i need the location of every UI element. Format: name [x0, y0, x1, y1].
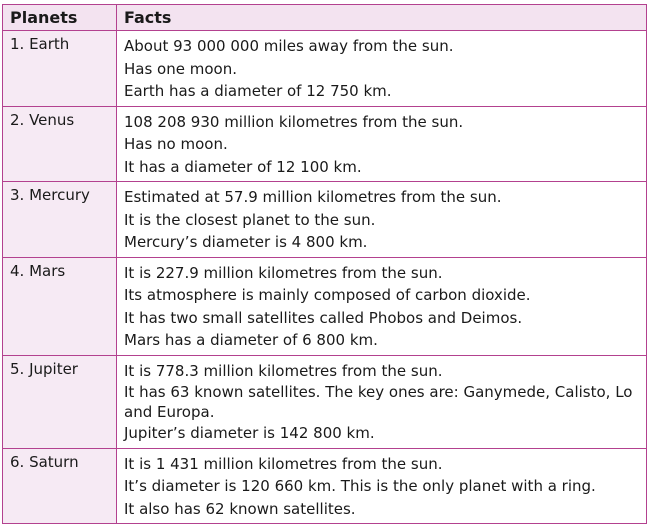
facts-cell — [117, 31, 647, 107]
facts-cell — [117, 448, 647, 524]
fact-line: Mercury’s diameter is 4 800 km. — [124, 233, 368, 251]
planet-name: 6. Saturn — [3, 448, 117, 524]
planet-name: 2. Venus — [3, 106, 117, 182]
table-row — [3, 106, 647, 182]
fact-line: Has one moon. — [124, 59, 237, 78]
fact-line: It is 227.9 million kilometres from the sun. — [124, 263, 443, 282]
facts-cell — [117, 355, 647, 448]
fact-line: Mars has a diameter of 6 800 km. — [124, 331, 378, 349]
fact-line: It also has 62 known satellites. — [124, 499, 356, 518]
header-facts: Facts — [117, 5, 647, 31]
planet-name: 4. Mars — [3, 257, 117, 355]
fact-line: Has no moon. — [124, 135, 228, 153]
fact-line: It is the closest planet to the sun. — [124, 210, 376, 229]
table-row — [3, 257, 647, 355]
fact-line: Jupiter’s diameter is 142 800 km. — [124, 424, 375, 442]
table-row — [3, 355, 647, 448]
table-row — [3, 448, 647, 524]
planets-facts-table — [2, 4, 647, 524]
fact-line: It is 1 431 million kilometres from the sun. — [124, 454, 443, 473]
planet-name: 3. Mercury — [3, 182, 117, 258]
header-planets: Planets — [3, 5, 117, 31]
table-row — [3, 31, 647, 107]
table-row — [3, 182, 647, 258]
fact-line: It has 63 known satellites. The key ones are: Ganymede, Calisto, Lo and Europa. — [124, 383, 633, 421]
fact-line: About 93 000 000 miles away from the sun. — [124, 37, 454, 55]
planet-name: 1. Earth — [3, 31, 117, 107]
facts-cell — [117, 257, 647, 355]
facts-cell — [117, 106, 647, 182]
fact-line: It has two small satellites called Phobos and Deimos. — [124, 308, 523, 327]
fact-line: Its atmosphere is mainly composed of carbon dioxide. — [124, 286, 531, 304]
fact-line: Estimated at 57.9 million kilometres from the sun. — [124, 188, 502, 206]
fact-line: It is 778.3 million kilometres from the sun. — [124, 361, 443, 380]
fact-line: It’s diameter is 120 660 km. This is the only planet with a ring. — [124, 477, 596, 495]
fact-line: 108 208 930 million kilometres from the sun. — [124, 112, 464, 131]
table-header-row — [3, 5, 647, 31]
planet-name: 5. Jupiter — [3, 355, 117, 448]
planets-table-container — [2, 4, 646, 518]
fact-line: It has a diameter of 12 100 km. — [124, 157, 362, 176]
fact-line: Earth has a diameter of 12 750 km. — [124, 82, 392, 100]
facts-cell — [117, 182, 647, 258]
